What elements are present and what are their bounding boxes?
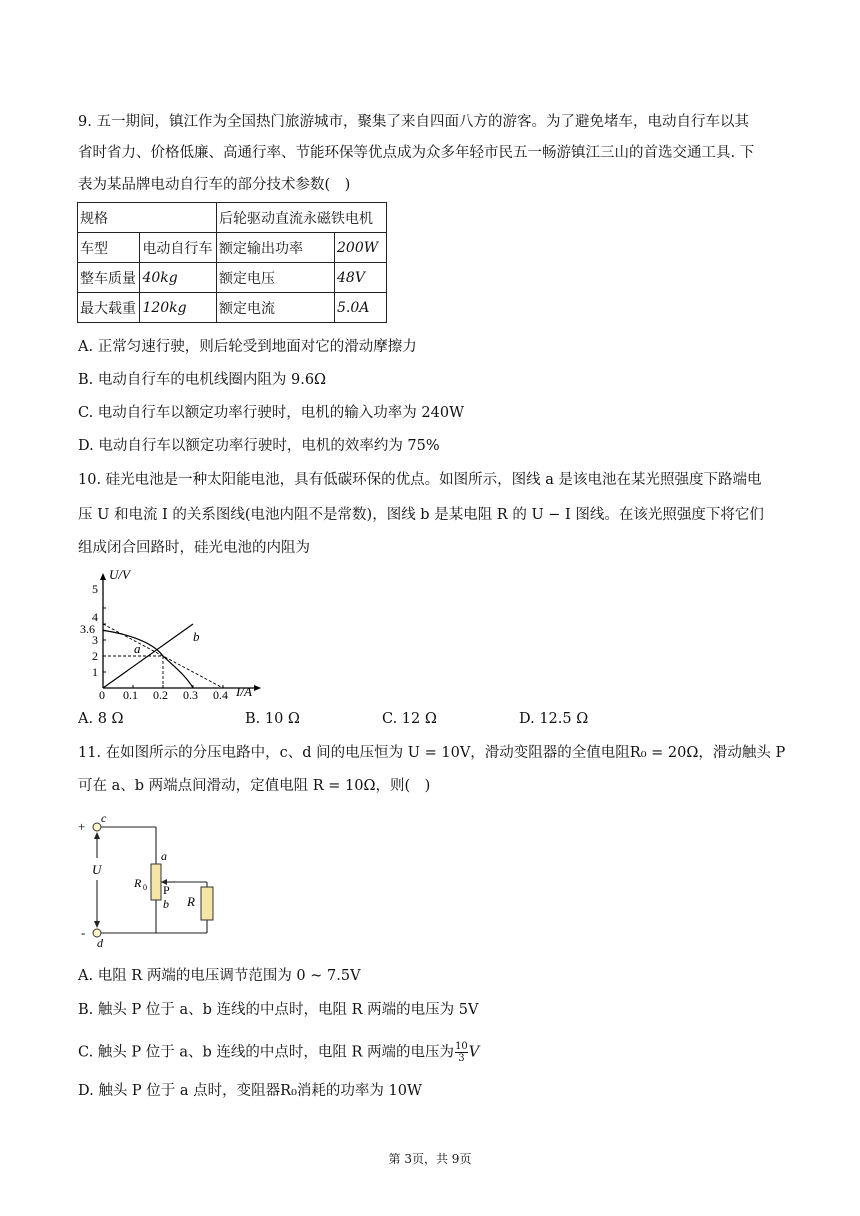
r-label: R [187, 894, 195, 909]
q9-option-a: A. 正常匀速行驶，则后轮受到地面对它的滑动摩擦力 [78, 339, 417, 355]
q10-option-d: D. 12.5 Ω [519, 711, 589, 727]
c-label: c [101, 811, 107, 825]
table-cell: 额定电压 [217, 263, 335, 293]
q9-stem-line1: 9. 五一期间，镇江作为全国热门旅游城市，聚集了来自四面八方的游客。为了避免堵车，电动自行车以其 [78, 114, 749, 130]
plus-label: + [78, 819, 86, 834]
table-cell: 5.0A [335, 293, 387, 323]
curve-a [103, 630, 193, 688]
q10-stem-line3: 组成闭合回路时，硅光电池的内阻为 [78, 540, 310, 556]
u-arrow-head-up [94, 832, 100, 839]
d-label: d [97, 936, 103, 950]
q11-stem-line1: 11. 在如图所示的分压电路中，c、d 间的电压恒为 U = 10V，滑动变阻器的全值电阻R₀ = 20Ω，滑动触头 P [78, 745, 786, 761]
y-tick-label: 3 [92, 633, 98, 647]
terminal-c [93, 823, 101, 831]
table-cell: 后轮驱动直流永磁铁电机 [217, 203, 387, 233]
y-tick-label: 1 [92, 665, 98, 679]
table-cell: 120kg [140, 293, 217, 323]
q9-option-d: D. 电动自行车以额定功率行驶时，电机的效率约为 75% [78, 438, 440, 454]
table-cell: 额定输出功率 [217, 233, 335, 263]
rheostat-r0 [151, 864, 161, 900]
table-row [78, 233, 387, 263]
table-cell: 200W [335, 233, 387, 263]
fraction [455, 1041, 468, 1064]
fraction-numerator: 10 [455, 1041, 468, 1052]
resistor-r [201, 887, 213, 920]
x-tick-label: 0.1 [123, 688, 138, 700]
y-axis-label: U/V [109, 567, 130, 582]
line-b [103, 624, 193, 688]
curve-a-label: a [134, 641, 141, 656]
b-label: b [163, 897, 169, 911]
q9-stem-line2: 省时省力、价格低廉、高通行率、节能环保等优点成为众多年轻市民五一畅游镇江三山的首选交通工具. 下 [78, 145, 755, 161]
table-cell: 规格 [78, 203, 217, 233]
y-tick-label: 4 [92, 610, 98, 624]
u-label: U [92, 862, 102, 877]
q9-spec-table [77, 202, 387, 323]
table-row [78, 263, 387, 293]
r0-subscript: 0 [143, 883, 147, 892]
q11-option-b: B. 触头 P 位于 a、b 连线的中点时，电阻 R 两端的电压为 5V [78, 1002, 479, 1018]
q10-ui-graph [75, 565, 275, 700]
x-axis-label: I/A [236, 684, 252, 699]
y-axis-arrow [100, 573, 106, 580]
table-cell: 电动自行车 [140, 233, 217, 263]
p-label: P [163, 883, 170, 897]
table-cell: 最大载重 [78, 293, 140, 323]
origin-label: 0 [99, 688, 105, 700]
fraction-denominator: 3 [458, 1053, 465, 1064]
q11-option-c [78, 1041, 479, 1064]
q11-option-d: D. 触头 P 位于 a 点时，变阻器R₀消耗的功率为 10W [78, 1083, 422, 1099]
option-c-unit: V [468, 1044, 480, 1061]
table-row [78, 293, 387, 323]
q10-option-b: B. 10 Ω [245, 711, 300, 727]
q10-stem-line1: 10. 硅光电池是一种太阳能电池，具有低碳环保的优点。如图所示，图线 a 是该电池在某光照强度下路端电 [78, 472, 762, 488]
y-tick-label: 5 [92, 582, 98, 596]
x-tick-label: 0.4 [213, 688, 228, 700]
u-arrow-head-down [94, 921, 100, 928]
r0-label: R [134, 876, 142, 890]
table-row [78, 203, 387, 233]
q10-stem-line2: 压 U 和电流 I 的关系图线(电池内阻不是常数)，图线 b 是某电阻 R 的 U − I 图线。在该光照强度下将它们 [78, 507, 764, 523]
q11-circuit-diagram [76, 810, 226, 950]
table-cell: 40kg [140, 263, 217, 293]
a-label: a [161, 849, 167, 863]
q9-stem-line3: 表为某品牌电动自行车的部分技术参数( ) [78, 177, 351, 193]
minus-label: - [81, 925, 86, 940]
option-c-text: C. 触头 P 位于 a、b 连线的中点时，电阻 R 两端的电压为 [78, 1044, 455, 1061]
x-tick-label: 0.3 [183, 688, 198, 700]
table-cell: 整车质量 [78, 263, 140, 293]
page-footer: 第 3页，共 9页 [388, 1152, 472, 1166]
table-cell: 48V [335, 263, 387, 293]
x-axis-arrow [254, 685, 261, 691]
q9-option-b: B. 电动自行车的电机线圈内阻为 9.6Ω [78, 372, 327, 388]
q11-stem-line2: 可在 a、b 两端点间滑动，定值电阻 R = 10Ω，则( ) [78, 778, 431, 794]
q10-option-c: C. 12 Ω [382, 711, 437, 727]
line-b-label: b [193, 629, 200, 644]
y-tick-label: 3.6 [80, 622, 95, 636]
q11-option-a: A. 电阻 R 两端的电压调节范围为 0 ~ 7.5V [78, 968, 361, 984]
x-tick-label: 0.2 [153, 688, 168, 700]
table-cell: 额定电流 [217, 293, 335, 323]
q10-option-a: A. 8 Ω [78, 711, 124, 727]
q9-option-c: C. 电动自行车以额定功率行驶时，电机的输入功率为 240W [78, 405, 464, 421]
table-cell: 车型 [78, 233, 140, 263]
y-tick-label: 2 [92, 649, 98, 663]
